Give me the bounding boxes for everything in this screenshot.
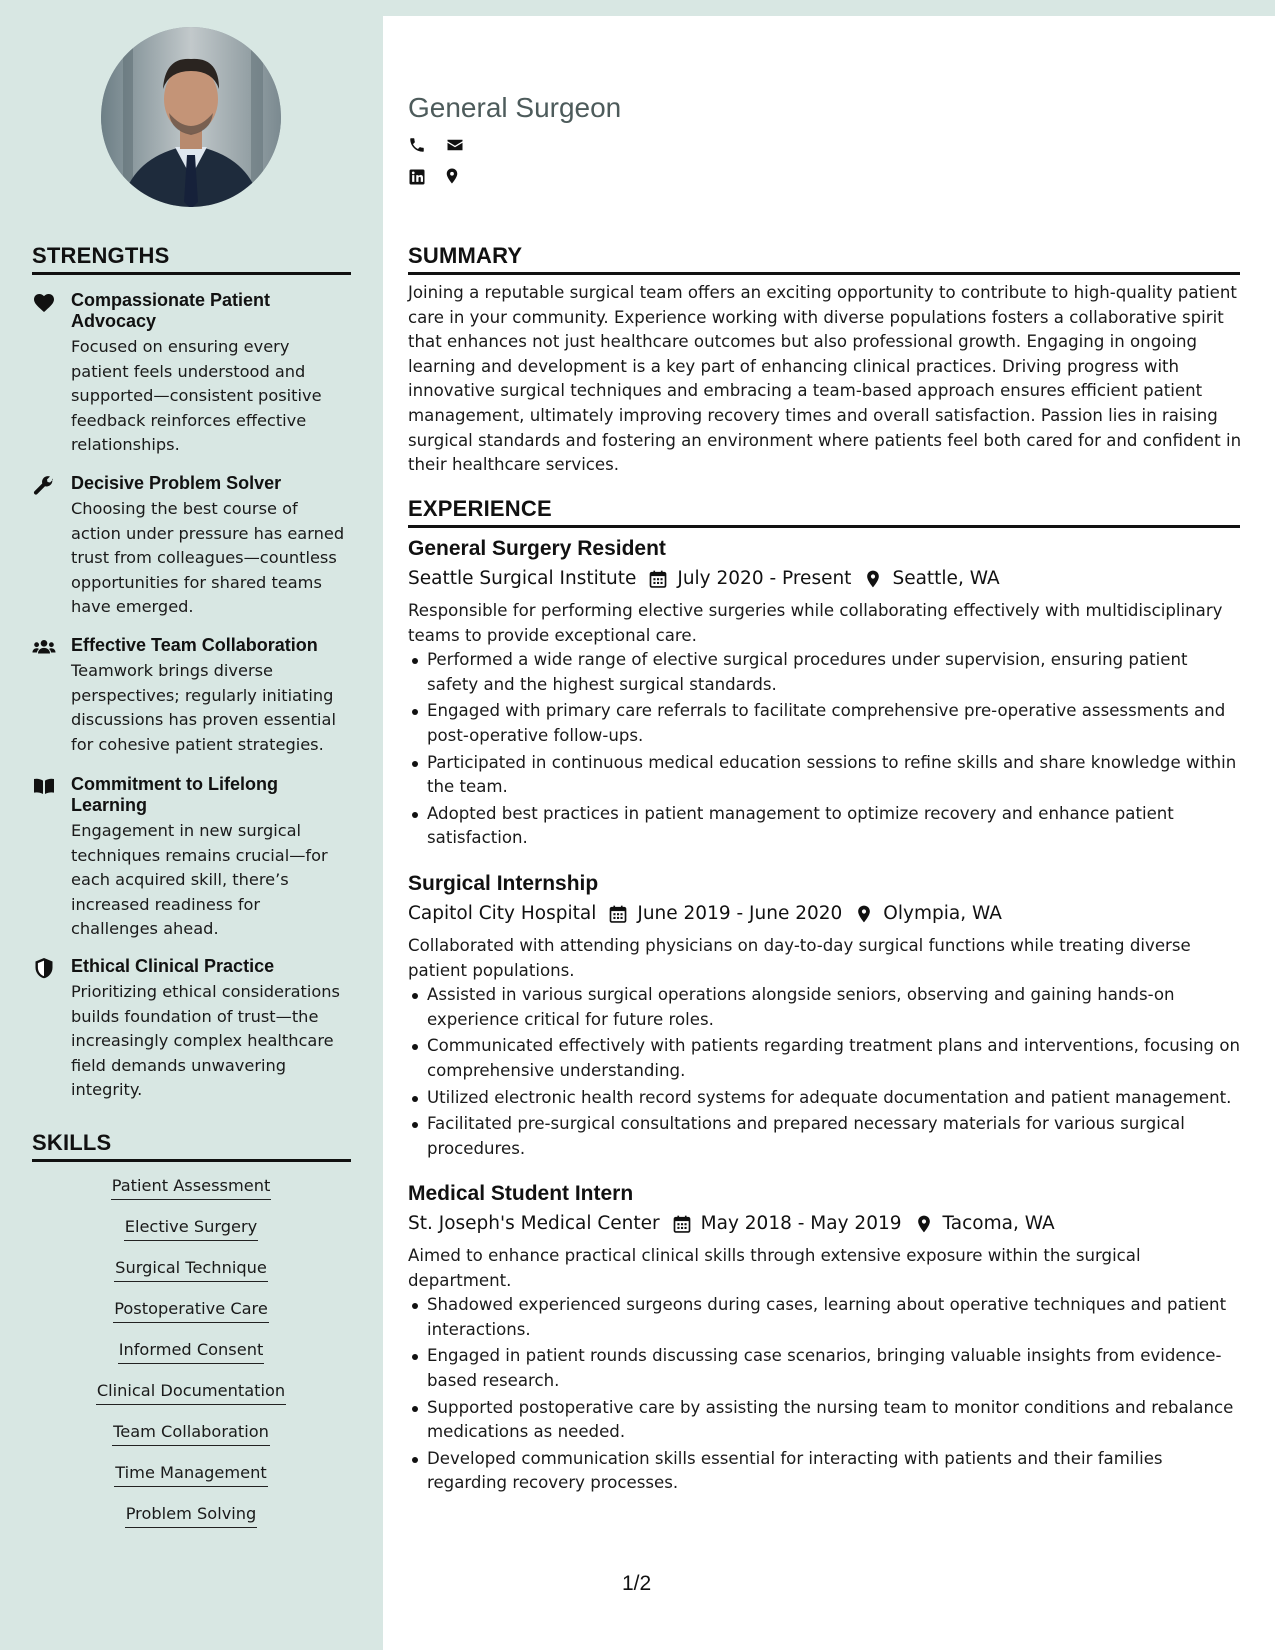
bullet-item: Engaged in patient rounds discussing case scenarios, bringing valuable insights from evidence-based research. [427, 1344, 1243, 1393]
location-pin-icon[interactable] [443, 167, 461, 185]
strength-title: Effective Team Collaboration [71, 635, 318, 655]
job-entry [408, 1181, 1243, 1498]
job-dates: July 2020 - Present [677, 568, 852, 589]
envelope-icon[interactable] [446, 136, 464, 154]
job-entry [408, 871, 1243, 1163]
job-dates: May 2018 - May 2019 [700, 1213, 902, 1234]
location-pin-icon [863, 569, 883, 589]
experience-heading: EXPERIENCE [408, 496, 552, 521]
bullet-item: Assisted in various surgical operations alongside seniors, observing and gaining hands-on experience critical for future roles. [427, 983, 1243, 1032]
skill-tag: Postoperative Care [113, 1299, 269, 1323]
strength-title: Decisive Problem Solver [71, 473, 282, 493]
experience-divider [408, 525, 1240, 528]
strength-item [32, 956, 352, 1103]
calendar-icon [648, 569, 668, 589]
job-meta [408, 1211, 1243, 1237]
job-description: Aimed to enhance practical clinical skills through extensive exposure within the surgical department. [408, 1246, 1141, 1290]
bullet-item: Communicated effectively with patients regarding treatment plans and interventions, focusing on comprehensive understanding. [427, 1034, 1243, 1083]
shield-icon [32, 957, 56, 979]
location-pin-icon [854, 904, 874, 924]
users-icon [32, 636, 56, 658]
skill-tag: Team Collaboration [112, 1422, 270, 1446]
calendar-icon [672, 1214, 692, 1234]
location-pin-icon [914, 1214, 934, 1234]
profile-photo [101, 27, 281, 207]
job-entry [408, 536, 1243, 853]
strength-item [32, 290, 352, 458]
job-meta [408, 566, 1243, 592]
strength-desc: Focused on ensuring every patient feels understood and supported—consistent positive feedback reinforces effective relationships. [71, 337, 322, 454]
job-location: Seattle, WA [892, 568, 1000, 589]
skill-tag: Surgical Technique [114, 1258, 268, 1282]
strength-item [32, 473, 352, 620]
calendar-icon [608, 904, 628, 924]
page-number: 1/2 [622, 1572, 652, 1595]
bullet-item: Shadowed experienced surgeons during cases, learning about operative techniques and patient interactions. [427, 1293, 1243, 1342]
skill-tag: Problem Solving [125, 1504, 258, 1528]
phone-icon[interactable] [408, 136, 426, 154]
job-bullets [408, 648, 1243, 851]
skill-tag: Patient Assessment [111, 1176, 272, 1200]
job-dates: June 2019 - June 2020 [637, 903, 843, 924]
skills-list [32, 1176, 350, 1545]
skill-tag: Elective Surgery [124, 1217, 259, 1241]
bullet-item: Participated in continuous medical education sessions to refine skills and share knowledge within the team. [427, 751, 1243, 800]
bullet-item: Adopted best practices in patient management to optimize recovery and enhance patient satisfaction. [427, 802, 1243, 851]
bullet-item: Developed communication skills essential for interacting with patients and their families regarding recovery processes. [427, 1447, 1243, 1496]
job-title: Medical Student Intern [408, 1182, 634, 1205]
strength-title: Commitment to Lifelong Learning [71, 774, 278, 815]
name-title: General Surgeon [408, 92, 622, 123]
job-title: Surgical Internship [408, 872, 599, 895]
summary-heading: SUMMARY [408, 243, 523, 268]
strength-desc: Prioritizing ethical considerations builds foundation of trust—the increasingly complex healthcare field demands unwavering integrity. [71, 982, 340, 1099]
skill-tag: Time Management [114, 1463, 267, 1487]
wrench-icon [32, 474, 56, 496]
job-bullets [408, 1293, 1243, 1496]
strength-desc: Engagement in new surgical techniques remains crucial—for each acquired skill, there’s increased readiness for challenges ahead. [71, 821, 328, 938]
strength-title: Ethical Clinical Practice [71, 956, 275, 976]
bullet-item: Engaged with primary care referrals to facilitate comprehensive pre-operative assessments and post-operative follow-ups. [427, 699, 1243, 748]
skill-tag: Clinical Documentation [96, 1381, 286, 1405]
bullet-item: Facilitated pre-surgical consultations and prepared necessary materials for various surgical procedures. [427, 1112, 1243, 1161]
bullet-item: Supported postoperative care by assisting the nursing team to monitor conditions and rebalance medications as needed. [427, 1396, 1243, 1445]
strengths-divider [32, 272, 351, 275]
linkedin-icon[interactable] [408, 168, 426, 186]
job-bullets [408, 983, 1243, 1161]
summary-text: Joining a reputable surgical team offers an exciting opportunity to contribute to high-quality patient care in your community. Experience working with diverse populations fosters a collaborative spirit that enhances not just healthcare outcomes but also professional growth. Engaging in ongoing learning and development is a key part of enhancing clinical practices. Driving progress with innovative surgical techniques and embracing a team-based approach ensures efficient patient management, ultimately improving recovery times and overall satisfaction. Passion lies in raising surgical standards and fostering an environment where patients feel both cared for and confident in their healthcare services. [408, 283, 1242, 475]
job-location: Olympia, WA [883, 903, 1002, 924]
bullet-item: Performed a wide range of elective surgical procedures under supervision, ensuring patient safety and the highest surgical standards. [427, 648, 1243, 697]
job-description: Collaborated with attending physicians on day-to-day surgical functions while treating diverse patient populations. [408, 936, 1191, 980]
heart-icon [32, 291, 56, 313]
job-title: General Surgery Resident [408, 537, 666, 560]
strength-desc: Teamwork brings diverse perspectives; regularly initiating discussions has proven essential for cohesive patient strategies. [71, 661, 336, 754]
strength-desc: Choosing the best course of action under pressure has earned trust from colleagues—countless opportunities for shared teams have emerged. [71, 499, 345, 616]
strength-title: Compassionate Patient Advocacy [71, 290, 271, 331]
strength-item [32, 635, 352, 757]
book-open-icon [32, 775, 56, 797]
bullet-item: Utilized electronic health record systems for adequate documentation and patient management. [427, 1086, 1243, 1111]
job-location: Tacoma, WA [942, 1213, 1055, 1234]
skills-divider [32, 1159, 351, 1162]
skill-tag: Informed Consent [118, 1340, 265, 1364]
company-name: St. Joseph's Medical Center [408, 1213, 660, 1234]
job-description: Responsible for performing elective surgeries while collaborating effectively with multidisciplinary teams to provide exceptional care. [408, 601, 1223, 645]
strength-item [32, 774, 352, 942]
skills-heading: SKILLS [32, 1130, 112, 1155]
company-name: Seattle Surgical Institute [408, 568, 637, 589]
strengths-heading: STRENGTHS [32, 243, 170, 268]
job-meta [408, 901, 1243, 927]
summary-divider [408, 272, 1240, 275]
company-name: Capitol City Hospital [408, 903, 597, 924]
